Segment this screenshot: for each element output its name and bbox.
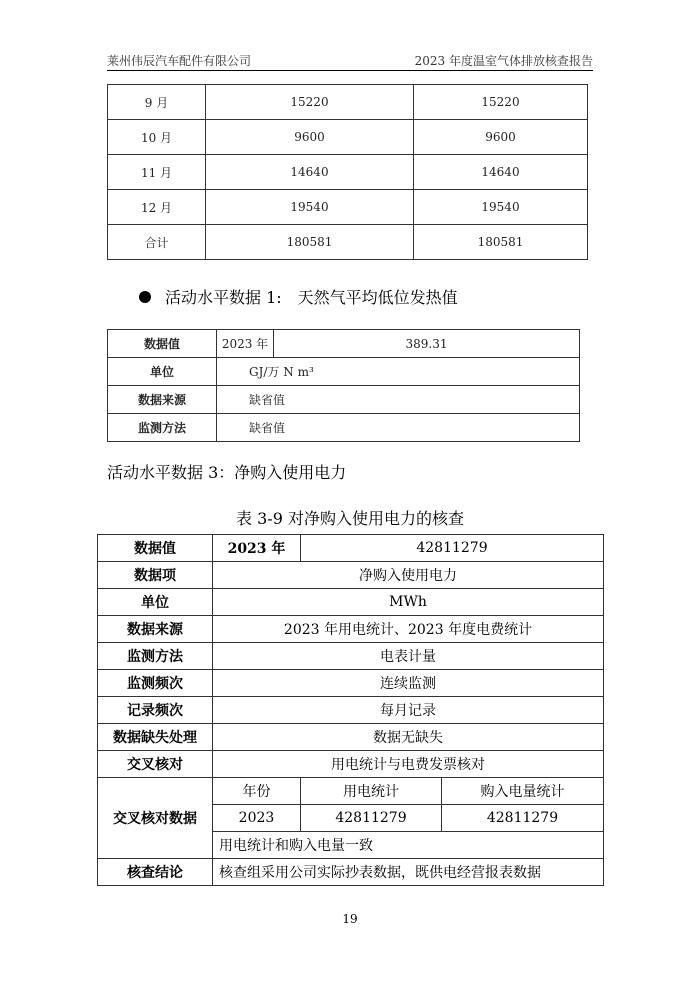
label-frequency: 监测频次 bbox=[98, 670, 213, 697]
value-cell-b: 9600 bbox=[414, 120, 588, 155]
value-cell-a: 14640 bbox=[206, 155, 414, 190]
label-conclusion: 核查结论 bbox=[98, 859, 213, 886]
activity1-heading-text: 活动水平数据 1: 天然气平均低位发热值 bbox=[165, 288, 458, 307]
label-value: 数据值 bbox=[108, 330, 217, 358]
value-cell-a: 15220 bbox=[206, 85, 414, 120]
method-value: 电表计量 bbox=[213, 643, 604, 670]
cross-header-purchase: 购入电量统计 bbox=[442, 778, 604, 805]
cross-check-value: 用电统计与电费发票核对 bbox=[213, 751, 604, 778]
record-value: 每月记录 bbox=[213, 697, 604, 724]
table-row bbox=[108, 155, 588, 190]
label-cross-data: 交叉核对数据 bbox=[98, 778, 213, 859]
source-value: 2023 年用电统计、2023 年度电费统计 bbox=[213, 616, 604, 643]
value-year: 2023 年 bbox=[217, 330, 274, 358]
activity3-heading: 活动水平数据 3：净购入使用电力 bbox=[107, 463, 347, 482]
source-value: 缺省值 bbox=[217, 386, 580, 414]
unit-value: GJ/万 N m³ bbox=[217, 358, 580, 386]
unit-value: MWh bbox=[213, 589, 604, 616]
frequency-value: 连续监测 bbox=[213, 670, 604, 697]
cross-value-usage: 42811279 bbox=[301, 805, 442, 832]
value-number: 42811279 bbox=[301, 535, 604, 562]
header-company: 莱州伟辰汽车配件有限公司 bbox=[107, 54, 252, 68]
label-value: 数据值 bbox=[98, 535, 213, 562]
value-cell-a: 9600 bbox=[206, 120, 414, 155]
table-row bbox=[108, 85, 588, 120]
cross-header-year: 年份 bbox=[213, 778, 301, 805]
table-caption: 表 3-9 对净购入使用电力的核查 bbox=[236, 509, 464, 528]
item-value: 净购入使用电力 bbox=[213, 562, 604, 589]
value-cell-b: 14640 bbox=[414, 155, 588, 190]
value-year: 2023 年 bbox=[213, 535, 301, 562]
monthly-gas-table bbox=[107, 84, 588, 260]
method-value: 缺省值 bbox=[217, 414, 580, 442]
label-missing: 数据缺失处理 bbox=[98, 724, 213, 751]
header-report-title: 2023 年度温室气体排放核查报告 bbox=[414, 54, 593, 68]
activity1-heading bbox=[139, 285, 458, 308]
month-cell: 11 月 bbox=[108, 155, 206, 190]
label-source: 数据来源 bbox=[108, 386, 217, 414]
label-unit: 单位 bbox=[108, 358, 217, 386]
bullet-icon bbox=[139, 291, 151, 303]
month-cell: 合计 bbox=[108, 225, 206, 260]
gas-heat-value-table bbox=[107, 329, 580, 442]
value-cell-b: 15220 bbox=[414, 85, 588, 120]
table-row bbox=[108, 225, 588, 260]
month-cell: 9 月 bbox=[108, 85, 206, 120]
cross-note: 用电统计和购入电量一致 bbox=[213, 832, 604, 859]
conclusion-value: 核查组采用公司实际抄表数据，既供电经营报表数据 bbox=[213, 859, 604, 886]
value-cell-b: 19540 bbox=[414, 190, 588, 225]
page-number: 19 bbox=[342, 912, 358, 926]
cross-header-usage: 用电统计 bbox=[301, 778, 442, 805]
value-cell-a: 180581 bbox=[206, 225, 414, 260]
label-method: 监测方法 bbox=[98, 643, 213, 670]
value-cell-b: 180581 bbox=[414, 225, 588, 260]
electricity-check-table bbox=[97, 534, 604, 886]
cross-value-year: 2023 bbox=[213, 805, 301, 832]
table-row bbox=[108, 190, 588, 225]
month-cell: 10 月 bbox=[108, 120, 206, 155]
label-cross-check: 交叉核对 bbox=[98, 751, 213, 778]
label-source: 数据来源 bbox=[98, 616, 213, 643]
value-cell-a: 19540 bbox=[206, 190, 414, 225]
label-method: 监测方法 bbox=[108, 414, 217, 442]
month-cell: 12 月 bbox=[108, 190, 206, 225]
value-number: 389.31 bbox=[274, 330, 580, 358]
label-record: 记录频次 bbox=[98, 697, 213, 724]
page-header bbox=[107, 50, 593, 71]
label-unit: 单位 bbox=[98, 589, 213, 616]
table-row bbox=[108, 120, 588, 155]
cross-value-purchase: 42811279 bbox=[442, 805, 604, 832]
label-item: 数据项 bbox=[98, 562, 213, 589]
missing-value: 数据无缺失 bbox=[213, 724, 604, 751]
